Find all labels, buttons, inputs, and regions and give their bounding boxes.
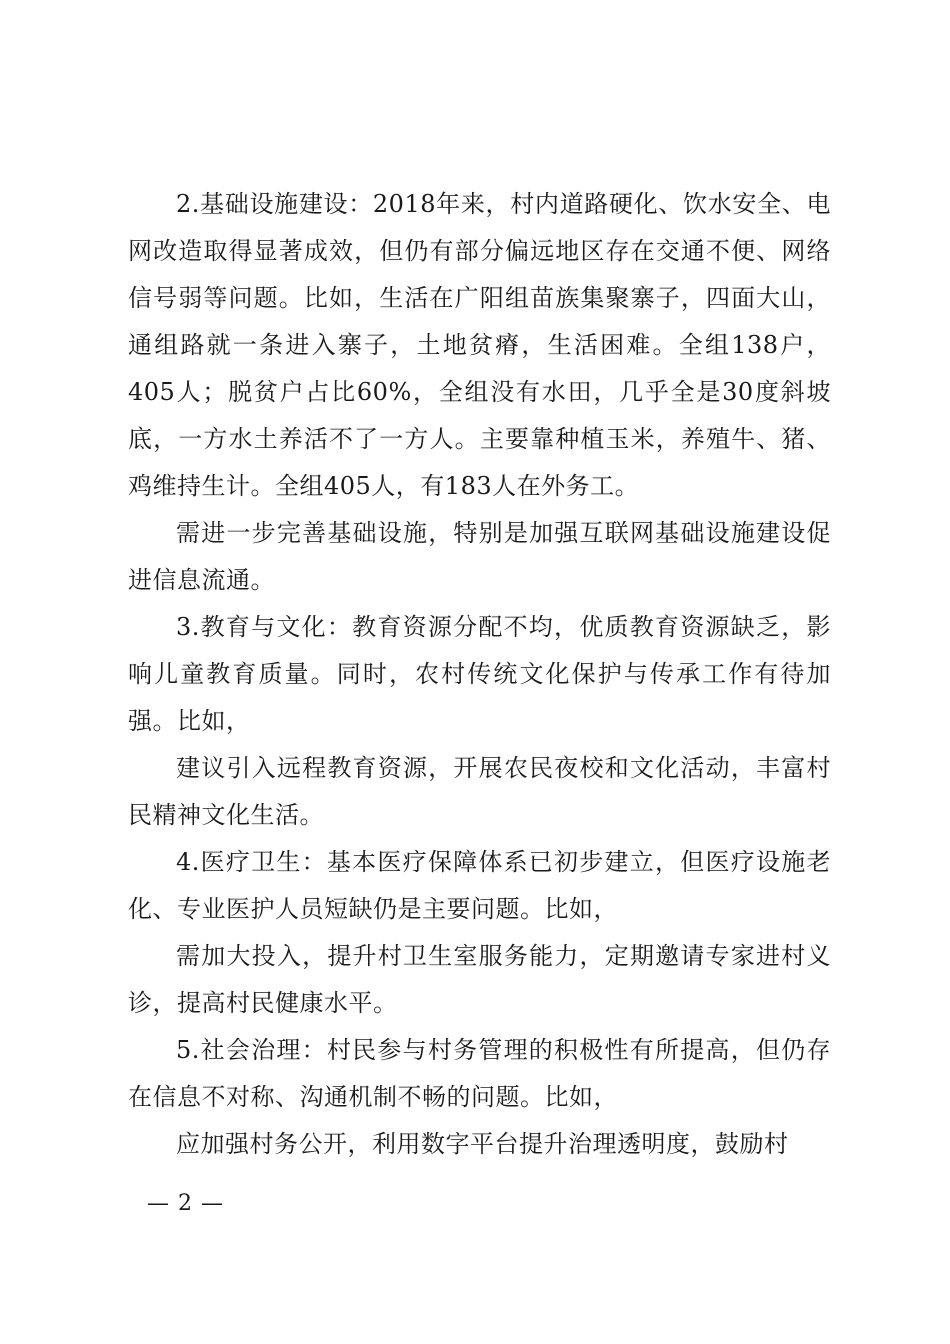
page-number: — 2 —	[147, 1191, 224, 1216]
paragraph-infrastructure-suggestion: 需进一步完善基础设施，特别是加强互联网基础设施建设促进信息流通。	[128, 519, 831, 594]
paragraph-education-suggestion: 建议引入远程教育资源，开展农民夜校和文化活动，丰富村民精神文化生活。	[128, 754, 831, 829]
paragraph-education-culture: 3.教育与文化：教育资源分配不均，优质教育资源缺乏，影响儿童教育质量。同时，农村传统文化保护与传承工作有待加强。比如，	[128, 613, 831, 735]
paragraph-healthcare-suggestion: 需加大投入，提升村卫生室服务能力，定期邀请专家进村义诊，提高村民健康水平。	[128, 942, 831, 1017]
paragraph-infrastructure: 2.基础设施建设：2018年来，村内道路硬化、饮水安全、电网改造取得显著成效，但仍有部分偏远地区存在交通不便、网络信号弱等问题。比如，生活在广阳组苗族集聚寨子，四面大山，通组路就一条进入寨子，土地贫瘠，生活困难。全组138户，405人；脱贫户占比60%，全组没有水田，几乎全是30度斜坡底，一方水土养活不了一方人。主要靠种植玉米，养殖牛、猪、鸡维持生计。全组405人，有183人在外务工。	[128, 190, 831, 500]
paragraph-governance-suggestion: 应加强村务公开，利用数字平台提升治理透明度，鼓励村	[176, 1130, 789, 1158]
document-body	[128, 181, 831, 1168]
paragraph-governance: 5.社会治理：村民参与村务管理的积极性有所提高，但仍存在信息不对称、沟通机制不畅的问题。比如，	[128, 1036, 831, 1111]
paragraph-healthcare: 4.医疗卫生：基本医疗保障体系已初步建立，但医疗设施老化、专业医护人员短缺仍是主要问题。比如，	[128, 848, 831, 923]
